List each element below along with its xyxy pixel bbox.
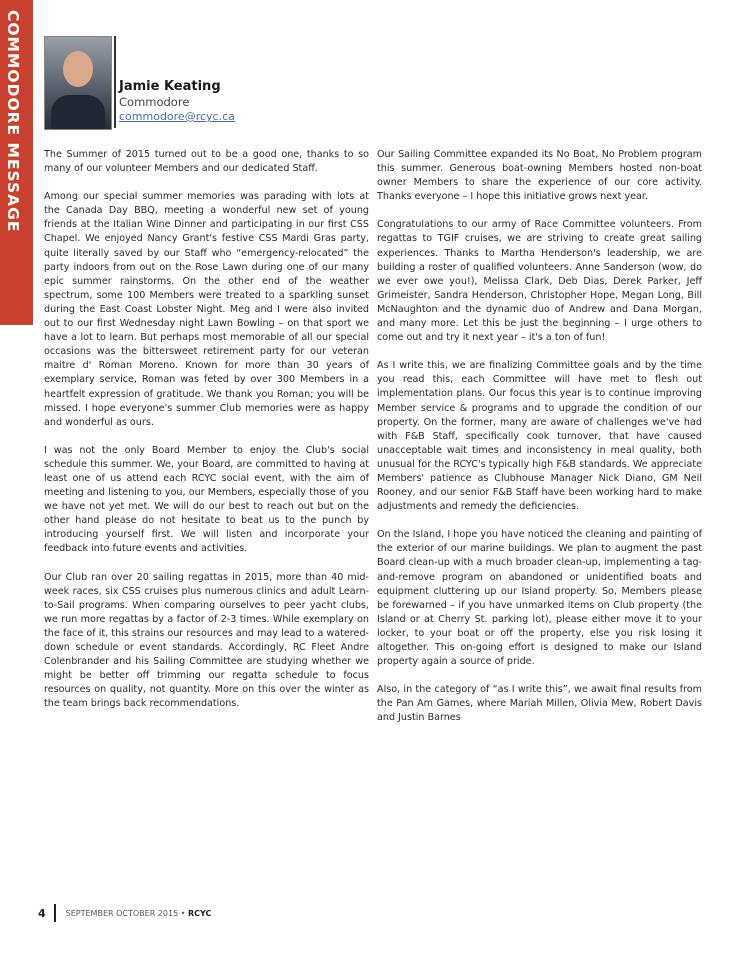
paragraph: As I write this, we are finalizing Committee goals and by the time you read this, each Committee will have met to flesh out implementation plans. Our focus this year is to continue improving Member service & programs and to upgrade the condition of our property. On the former, many are aware of challenges we've had with F&B Staff, specifically cook turnover, that have caused unacceptable wait times and inconsistency in meal quality, both unusual for the RCYC's typically high F&B standards. We appreciate Members' patience as Clubhouse Manager Nick Diano, GM Neil Rooney, and our senior F&B Staff have been working hard to make adjustments and remedy the deficiencies. <box>377 360 702 513</box>
section-label: COMMODORE MESSAGE <box>4 10 22 233</box>
page-number: 4 <box>38 906 46 920</box>
author-title: Commodore <box>119 95 190 109</box>
publication-brand: RCYC <box>187 908 212 918</box>
paragraph: Among our special summer memories was parading with lots at the Canada Day BBQ, meeting a wonderful new set of young friends at the Italian Wine Dinner and participating in our first CSS Chapel. We enjoyed Nancy Grant's festive CSS Mardi Gras party, quite literally saved by our Staff who “emergency-relocated” the party indoors from out on the Rose Lawn during one of our many epic summer rainstorms. On the other end of the weather spectrum, some 100 Members were treated to a sparkling sunset during the East Coast Lobster Night. Meg and I were also invited out to our first Wednesday night Lawn Bowling – on that sport we have a lot to learn. But perhaps most memorable of all our special occasions was the bittersweet retirement party for our veteran maitre d' Roman Moreno. Known for more than 30 years of exemplary service, Roman was feted by over 300 Members in a heartfelt expression of gratitude. We thank you Roman; you will be missed. I hope everyone's summer Club memories were as happy and wonderful as ours. <box>44 191 369 428</box>
issue-date: SEPTEMBER OCTOBER 2015 <box>65 908 179 918</box>
divider <box>114 36 116 128</box>
footer-divider <box>54 904 56 922</box>
footer-separator: • <box>180 908 186 918</box>
paragraph: Congratulations to our army of Race Committee volunteers. From regattas to TGIF cruises, we are striving to create great sailing experiences. Thanks to Martha Henderson's leadership, we are building a roster of qualified volunteers. Anne Sanderson (wow, do we ever owe you!), Melissa Clark, Deb Dias, Derek Parker, Jeff Grimeister, Sandra Henderson, Christopher Hope, Megan Long, Bill McNaughton and the dynamic duo of Andrew and Dana Morgan, and many more. Let this be just the beginning – I urge others to come out and try it next year – it's a ton of fun! <box>377 219 702 344</box>
page-footer <box>38 904 211 922</box>
paragraph: Also, in the category of “as I write this”, we await final results from the Pan Am Games, where Mariah Millen, Olivia Mew, Robert Davis and Justin Barnes <box>377 684 702 724</box>
paragraph: Our Sailing Committee expanded its No Boat, No Problem program this summer. Generous boat-owning Members hosted non-boat owner Members to share the experience of our core activity. Thanks everyone – I hope this initiative grows next year. <box>377 149 702 203</box>
paragraph: On the Island, I hope you have noticed the cleaning and painting of the exterior of our marine buildings. We plan to augment the past Board clean-up with a much broader clean-up, implementing a tag-and-remove program on abandoned or unidentified boats and equipment cluttering up our Island property. So, Members please be forewarned – if you have unmarked items on Club property (the Island or at Cherry St. parking lot), please either move it to your locker, to your boat or off the property, else you risk losing it altogether. This on-going effort is designed to make our Island property again a source of pride. <box>377 529 702 668</box>
paragraph: The Summer of 2015 turned out to be a good one, thanks to so many of our volunteer Members and our dedicated Staff. <box>44 149 369 175</box>
author-photo <box>44 36 112 130</box>
paragraph: I was not the only Board Member to enjoy the Club's social schedule this summer. We, your Board, are committed to having at least one of us attend each RCYC social event, with the aim of meeting and listening to you, our Members, especially those of you we have not yet met. We will do our best to reach out but on the other hand please do not hesitate to beat us to the punch by introducing yourself first. We will listen and incorporate your feedback into future events and activities. <box>44 444 369 555</box>
section-banner <box>0 0 33 325</box>
author-name: Jamie Keating <box>119 79 221 94</box>
author-email-link[interactable]: commodore@rcyc.ca <box>119 110 235 123</box>
article-column-2 <box>377 148 702 739</box>
article-column-1 <box>44 148 369 725</box>
paragraph: Our Club ran over 20 sailing regattas in 2015, more than 40 mid-week races, six CSS cruises plus numerous clinics and adult Learn-to-Sail programs. When comparing ourselves to peer yacht clubs, we run more regattas by a factor of 2-3 times. While exemplary on the face of it, this strains our resources and may lead to a watered-down schedule or event standards. Accordingly, RC Fleet Andre Colenbrander and his Sailing Committee are studying whether we might be better off trimming our regatta schedule to focus resources on quality, not quantity. More on this over the winter as the team brings back recommendations. <box>44 571 369 710</box>
